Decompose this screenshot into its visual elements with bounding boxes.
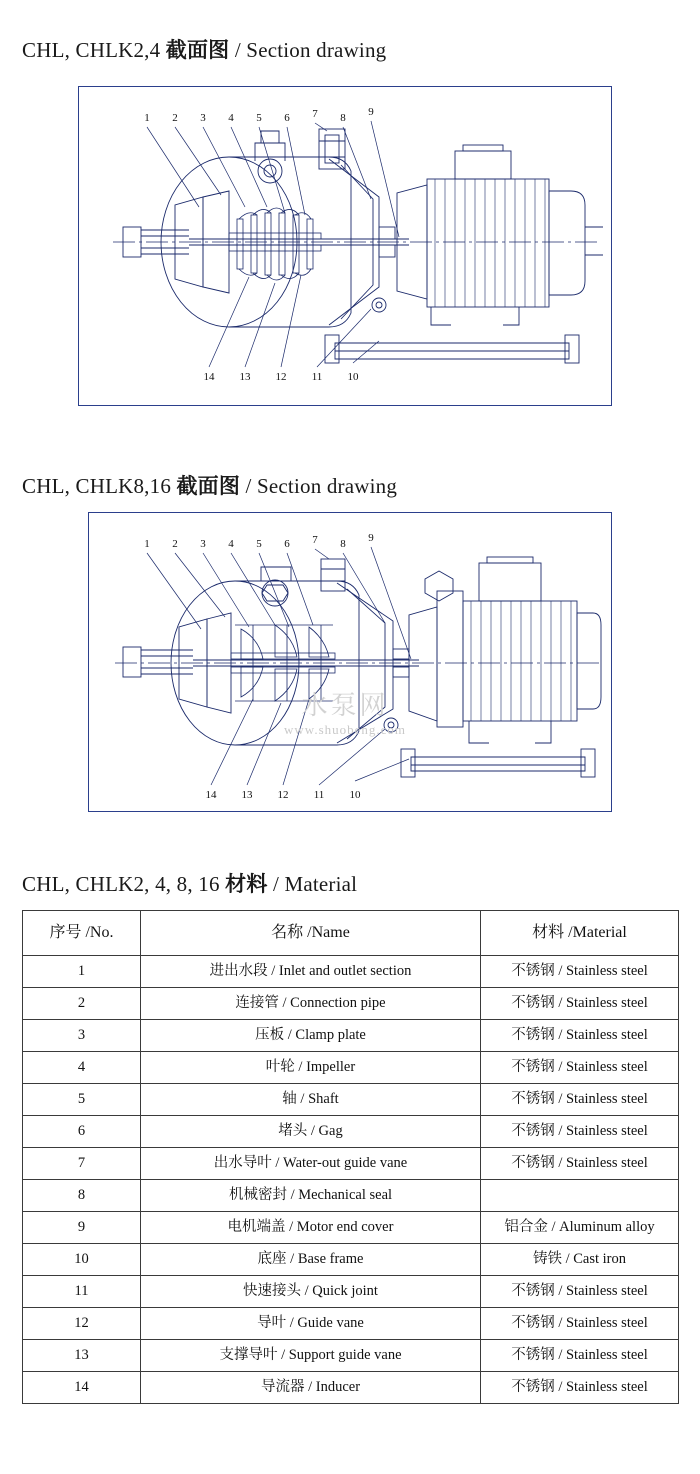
section-1-title-en: / Section drawing [229,38,387,62]
cell-material: 不锈钢 / Stainless steel [481,1020,679,1052]
svg-text:9: 9 [368,532,374,544]
callout-7: 7 [312,108,318,120]
svg-text:7: 7 [312,534,318,546]
cell-name: 导流器 / Inducer [141,1372,481,1404]
header-no: 序号 /No. [23,911,141,956]
cell-no: 2 [23,988,141,1020]
table-row [23,1052,679,1084]
callout-10: 10 [347,371,359,383]
section-2-title [22,470,397,500]
cell-name: 连接管 / Connection pipe [141,988,481,1020]
callout-3: 3 [200,112,206,124]
callout-6: 6 [284,112,290,124]
cell-no: 3 [23,1020,141,1052]
table-row [23,956,679,988]
cell-name: 轴 / Shaft [141,1084,481,1116]
callout-1: 1 [144,112,150,124]
svg-text:13: 13 [241,789,253,801]
section-1-title-cn: 截面图 [165,38,230,62]
callout-2: 2 [172,112,178,124]
material-table-wrap [22,910,679,1404]
cell-name: 底座 / Base frame [141,1244,481,1276]
cell-no: 1 [23,956,141,988]
table-row [23,1308,679,1340]
table-row [23,1372,679,1404]
cell-material: 不锈钢 / Stainless steel [481,1084,679,1116]
table-row [23,1116,679,1148]
table-row [23,1148,679,1180]
cell-name: 支撑导叶 / Support guide vane [141,1340,481,1372]
section-drawing-chl-chlk8-16 [88,512,612,812]
cell-no: 5 [23,1084,141,1116]
section-2-title-row [22,470,397,500]
callout-12: 12 [275,371,287,383]
svg-text:1: 1 [144,538,150,550]
cell-name: 进出水段 / Inlet and outlet section [141,956,481,988]
header-material: 材料 /Material [481,911,679,956]
material-title-prefix: CHL, CHLK2, 4, 8, 16 [22,872,226,896]
table-row [23,1340,679,1372]
cell-material: 不锈钢 / Stainless steel [481,1276,679,1308]
section-2-title-cn: 截面图 [176,474,241,498]
cell-no: 4 [23,1052,141,1084]
svg-text:10: 10 [349,789,361,801]
table-row [23,1212,679,1244]
cell-name: 堵头 / Gag [141,1116,481,1148]
callout-9: 9 [368,106,374,118]
callout-13: 13 [239,371,251,383]
section-1-title-prefix: CHL, CHLK2,4 [22,38,166,62]
cell-name: 快速接头 / Quick joint [141,1276,481,1308]
callout-14: 14 [203,371,215,383]
svg-text:5: 5 [256,538,262,550]
callout-4: 4 [228,112,234,124]
section-2-title-en: / Section drawing [240,474,398,498]
watermark-url: www.shuobeng.com [284,722,407,737]
material-title-cn: 材料 [225,872,268,896]
cell-name: 出水导叶 / Water-out guide vane [141,1148,481,1180]
table-header-row [23,911,679,956]
cell-material: 不锈钢 / Stainless steel [481,988,679,1020]
table-row [23,1180,679,1212]
cell-no: 13 [23,1340,141,1372]
cell-no: 8 [23,1180,141,1212]
watermark-cn: 水泵网 [301,691,389,720]
svg-text:2: 2 [172,538,178,550]
cell-no: 10 [23,1244,141,1276]
section-1-title-row [22,34,386,64]
section-drawing-chl-chlk2-4 [78,86,612,406]
cell-material: 不锈钢 / Stainless steel [481,1148,679,1180]
cell-material: 铸铁 / Cast iron [481,1244,679,1276]
callout-11: 11 [311,371,323,383]
cell-material: 不锈钢 / Stainless steel [481,1052,679,1084]
pump-section-drawing-2 [89,513,611,811]
cell-name: 电机端盖 / Motor end cover [141,1212,481,1244]
header-name: 名称 /Name [141,911,481,956]
cell-material: 铝合金 / Aluminum alloy [481,1212,679,1244]
table-row [23,1244,679,1276]
pump-section-drawing-1 [79,87,611,405]
svg-text:4: 4 [228,538,234,550]
material-title-row [22,868,357,898]
table-row [23,1020,679,1052]
svg-text:12: 12 [277,789,289,801]
material-title [22,868,357,898]
cell-no: 7 [23,1148,141,1180]
cell-no: 12 [23,1308,141,1340]
cell-name: 叶轮 / Impeller [141,1052,481,1084]
material-title-en: / Material [267,872,358,896]
cell-no: 9 [23,1212,141,1244]
table-row [23,1084,679,1116]
callout-5: 5 [256,112,262,124]
table-row [23,1276,679,1308]
table-row [23,988,679,1020]
cell-material: 不锈钢 / Stainless steel [481,1340,679,1372]
svg-text:3: 3 [200,538,206,550]
svg-text:14: 14 [205,789,217,801]
cell-material: 不锈钢 / Stainless steel [481,1308,679,1340]
cell-material [481,1180,679,1212]
cell-name: 压板 / Clamp plate [141,1020,481,1052]
cell-name: 机械密封 / Mechanical seal [141,1180,481,1212]
svg-text:6: 6 [284,538,290,550]
cell-material: 不锈钢 / Stainless steel [481,956,679,988]
cell-material: 不锈钢 / Stainless steel [481,1372,679,1404]
material-table [22,910,679,1404]
cell-no: 11 [23,1276,141,1308]
section-2-title-prefix: CHL, CHLK8,16 [22,474,177,498]
svg-text:11: 11 [313,789,325,801]
section-1-title [22,34,386,64]
cell-material: 不锈钢 / Stainless steel [481,1116,679,1148]
svg-text:8: 8 [340,538,346,550]
callout-8: 8 [340,112,346,124]
cell-name: 导叶 / Guide vane [141,1308,481,1340]
cell-no: 14 [23,1372,141,1404]
cell-no: 6 [23,1116,141,1148]
